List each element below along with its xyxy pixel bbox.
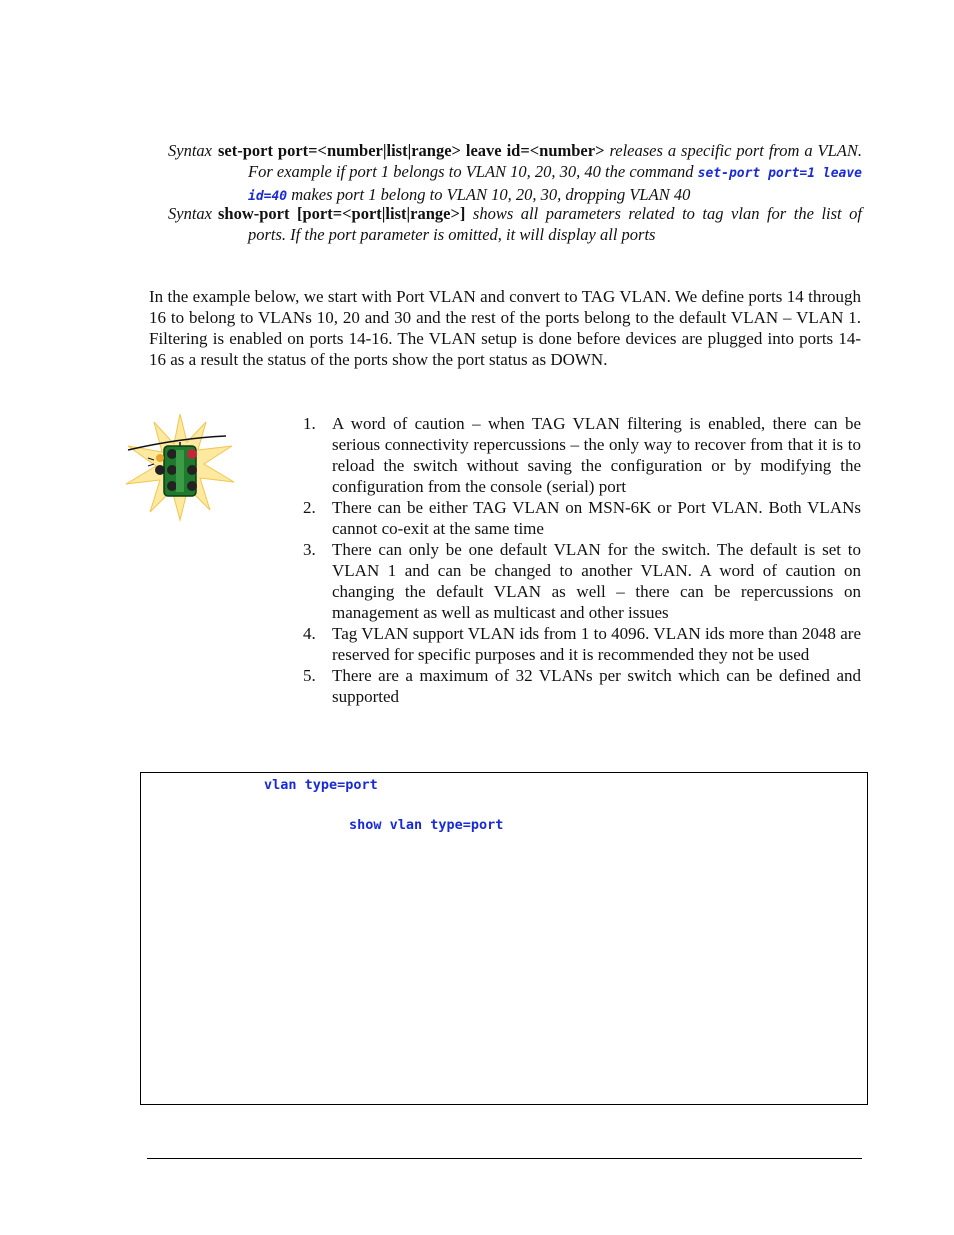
code-example-box [140,772,868,1105]
list-text: Tag VLAN support VLAN ids from 1 to 4096. VLAN ids more than 2048 are reserved for specific purposes and it is recommended they not be used [332,624,861,664]
list-number: 1. [303,414,316,433]
command-description: shows all parameters related to tag vlan for the list of ports. If the port parameter is omitted, it will display all ports [248,204,862,244]
list-number: 2. [303,498,316,517]
list-number: 5. [303,666,316,685]
code-line-show-vlan: show vlan type=port [349,817,504,833]
list-text: There can be either TAG VLAN on MSN-6K or Port VLAN. Both VLANs cannot co-exit at the same time [332,498,861,538]
footer-divider [147,1158,862,1159]
command-signature: set-port port=<number|list|range> leave id=<number> [217,141,605,160]
list-item [300,623,861,665]
list-item [300,539,861,623]
list-text: A word of caution – when TAG VLAN filtering is enabled, there can be serious connectivity repercussions – the only way to recover from that it is to reload the switch without saving the configuration or by modifying the configuration from the console (serial) port [332,414,861,496]
syntax-entry-show-port [168,203,862,245]
list-number: 4. [303,624,316,643]
list-text: There are a maximum of 32 VLANs per switch which can be defined and supported [332,666,861,706]
command-description: releases a specific port from a VLAN. For example if port 1 belongs to VLAN 10, 20, 30, 40 the command [248,141,862,181]
traffic-light-icon [124,412,236,522]
command-description-end: makes port 1 belong to VLAN 10, 20, 30, dropping VLAN 40 [291,185,691,204]
syntax-keyword: Syntax [168,204,212,223]
inline-command-example: set-port port=1 leave id=40 [248,166,863,204]
command-signature: show-port [port=<port|list|range>] [217,204,466,223]
intro-paragraph: In the example below, we start with Port VLAN and convert to TAG VLAN. We define ports 14 through 16 to belong to VLANs 10, 20 and 30 and the rest of the ports belong to the default VLAN – VLAN 1. Filtering is enabled on ports 14-16. The VLAN setup is done before devices are plugged into ports 14-16 as a result the status of the ports show the port status as DOWN. [149,287,861,369]
caution-list [300,413,861,707]
list-item [300,497,861,539]
list-item [300,665,861,707]
list-item [300,413,861,497]
syntax-keyword: Syntax [168,141,212,160]
syntax-entry-set-port [168,140,862,207]
list-text: There can only be one default VLAN for the switch. The default is set to VLAN 1 and can be changed to another VLAN. A word of caution on changing the default VLAN as well – there can be repercussions on management as well as multicast and other issues [332,540,861,622]
list-number: 3. [303,540,316,559]
code-line-vlan-type: vlan type=port [264,777,378,793]
